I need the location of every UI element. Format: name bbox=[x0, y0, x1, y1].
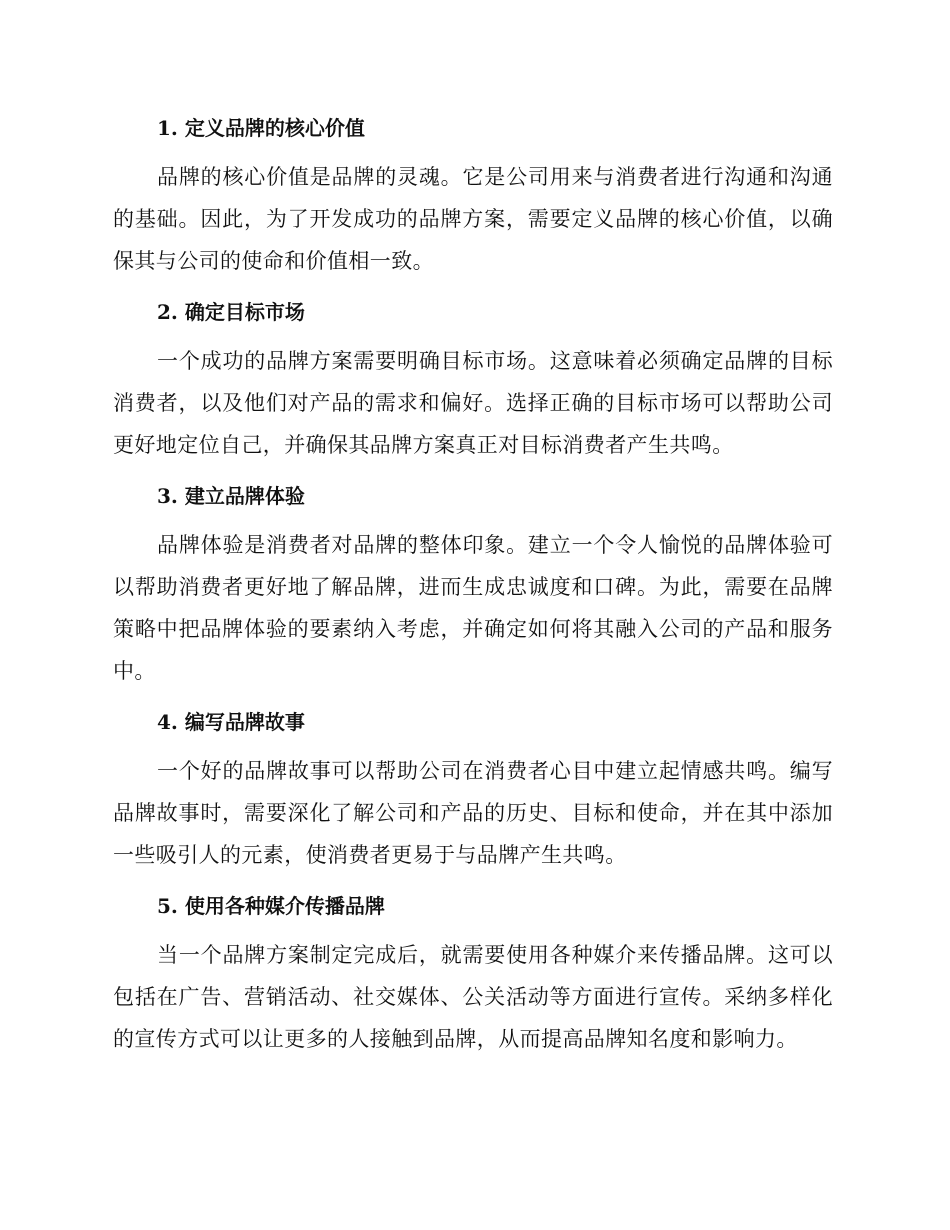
section-brand-experience bbox=[113, 476, 833, 692]
document-content bbox=[113, 108, 833, 1060]
section-core-value bbox=[113, 108, 833, 282]
section-heading: 1. 定义品牌的核心价值 bbox=[157, 116, 365, 140]
section-media-spread bbox=[113, 886, 833, 1060]
section-heading: 2. 确定目标市场 bbox=[157, 300, 305, 324]
section-paragraph: 当一个品牌方案制定完成后，就需要使用各种媒介来传播品牌。这可以包括在广告、营销活动、社交媒体、公关活动等方面进行宣传。采纳多样化的宣传方式可以让更多的人接触到品牌，从而提高品牌知名度和影响力。 bbox=[113, 943, 833, 1051]
section-paragraph: 品牌体验是消费者对品牌的整体印象。建立一个令人愉悦的品牌体验可以帮助消费者更好地了解品牌，进而生成忠诚度和口碑。为此，需要在品牌策略中把品牌体验的要素纳入考虑，并确定如何将其融入公司的产品和服务中。 bbox=[113, 533, 833, 683]
section-brand-story bbox=[113, 702, 833, 876]
section-heading: 4. 编写品牌故事 bbox=[157, 710, 305, 734]
section-target-market bbox=[113, 292, 833, 466]
section-paragraph: 一个好的品牌故事可以帮助公司在消费者心目中建立起情感共鸣。编写品牌故事时，需要深化了解公司和产品的历史、目标和使命，并在其中添加一些吸引人的元素，使消费者更易于与品牌产生共鸣。 bbox=[113, 759, 833, 867]
section-paragraph: 品牌的核心价值是品牌的灵魂。它是公司用来与消费者进行沟通和沟通的基础。因此，为了开发成功的品牌方案，需要定义品牌的核心价值，以确保其与公司的使命和价值相一致。 bbox=[113, 165, 833, 273]
section-heading: 5. 使用各种媒介传播品牌 bbox=[157, 894, 385, 918]
section-paragraph: 一个成功的品牌方案需要明确目标市场。这意味着必须确定品牌的目标消费者，以及他们对产品的需求和偏好。选择正确的目标市场可以帮助公司更好地定位自己，并确保其品牌方案真正对目标消费者产生共鸣。 bbox=[113, 349, 833, 457]
section-heading: 3. 建立品牌体验 bbox=[157, 484, 305, 508]
